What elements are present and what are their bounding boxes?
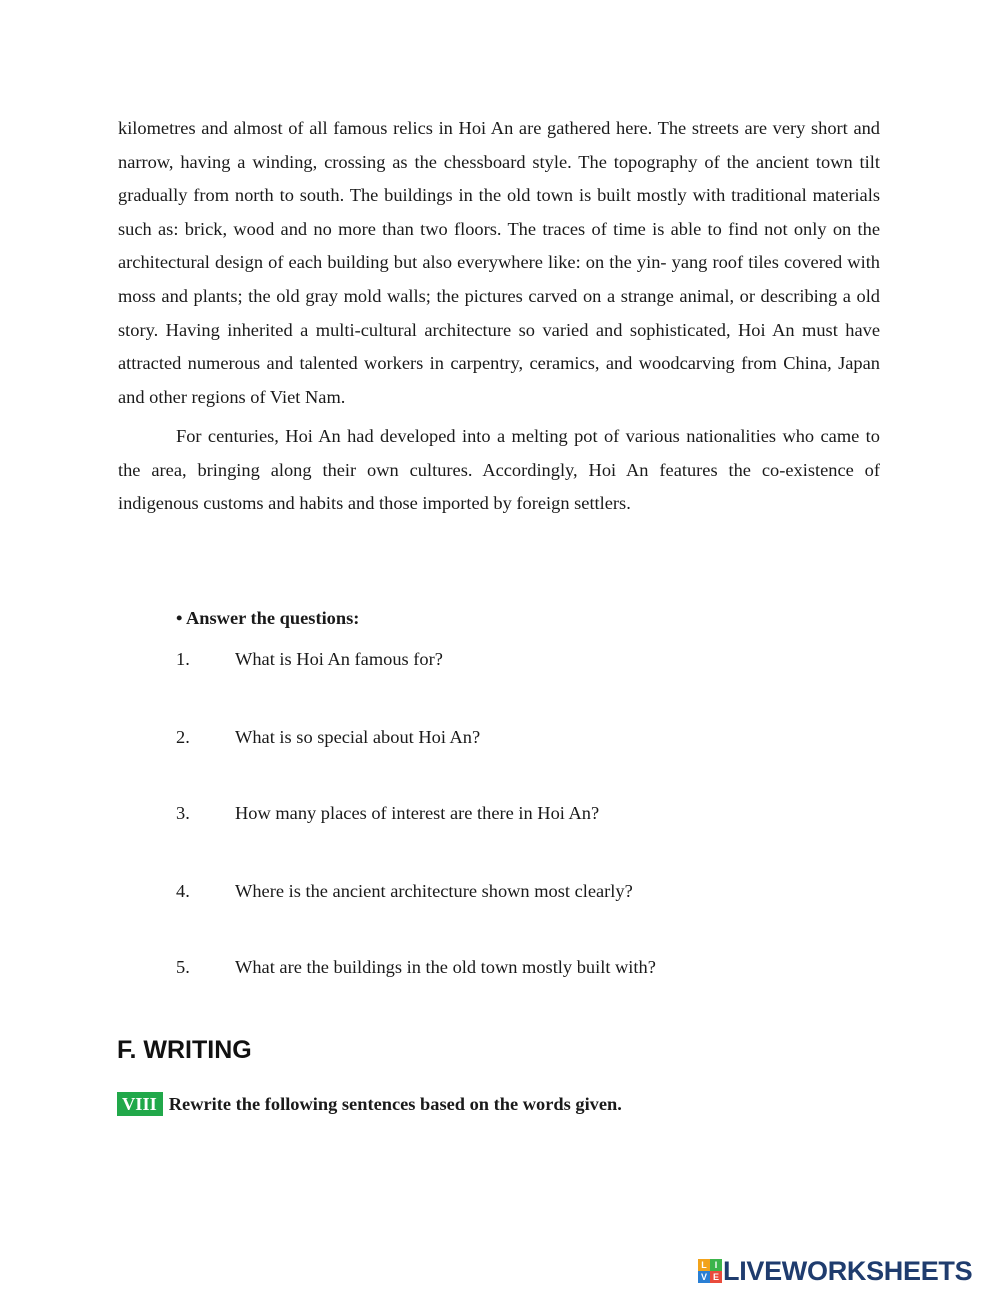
question-item-5 <box>176 955 656 979</box>
logo-letter-l: L <box>698 1259 710 1271</box>
question-number: 3. <box>176 803 190 823</box>
question-item-2 <box>176 725 480 749</box>
logo-letter-i: I <box>710 1259 722 1271</box>
question-text: What is Hoi An famous for? <box>235 649 443 669</box>
question-text: How many places of interest are there in Hoi An? <box>235 803 600 823</box>
task-instruction-text: Rewrite the following sentences based on the words given. <box>168 1094 622 1114</box>
question-number: 5. <box>176 957 190 977</box>
question-number: 2. <box>176 727 190 747</box>
logo-letter-e: E <box>710 1271 722 1283</box>
logo-wordmark: LIVEWORKSHEETS <box>723 1256 973 1286</box>
question-number: 4. <box>176 881 190 901</box>
question-text: What is so special about Hoi An? <box>235 727 481 747</box>
reading-paragraph-2: For centuries, Hoi An had developed into a melting pot of various nationalities who came to the area, bringing along their own cultures. Accordingly, Hoi An features the co-existence of indigenous customs and habits and those imported by foreign settlers. <box>118 426 880 514</box>
question-text: What are the buildings in the old town mostly built with? <box>235 957 656 977</box>
questions-heading: • Answer the questions: <box>176 608 360 628</box>
liveworksheets-logo <box>698 1256 972 1286</box>
writing-task-instruction <box>117 1092 622 1116</box>
reading-paragraph-1: kilometres and almost of all famous relics in Hoi An are gathered here. The streets are very short and narrow, having a winding, crossing as the chessboard style. The topography of the ancient town tilt gradually from north to south. The buildings in the old town is built mostly with traditional materials such as: brick, wood and no more than two floors. The traces of time is able to find not only on the architectural design of each building but also everywhere like: on the yin- yang roof tiles covered with moss and plants; the old gray mold walls; the pictures carved on a strange animal, or describing a old story. Having inherited a multi-cultural architecture so varied and sophisticated, Hoi An must have attracted numerous and talented workers in carpentry, ceramics, and woodcarving from China, Japan and other regions of Viet Nam. <box>118 118 880 407</box>
question-item-1 <box>176 647 443 671</box>
writing-section-title: F. WRITING <box>117 1036 252 1064</box>
logo-letter-v: V <box>698 1271 710 1283</box>
question-item-3 <box>176 801 599 825</box>
question-text: Where is the ancient architecture shown most clearly? <box>235 881 633 901</box>
liveworksheets-logo-icon <box>698 1259 722 1283</box>
task-number-badge: VIII <box>117 1092 163 1116</box>
question-item-4 <box>176 879 633 903</box>
question-number: 1. <box>176 649 190 669</box>
